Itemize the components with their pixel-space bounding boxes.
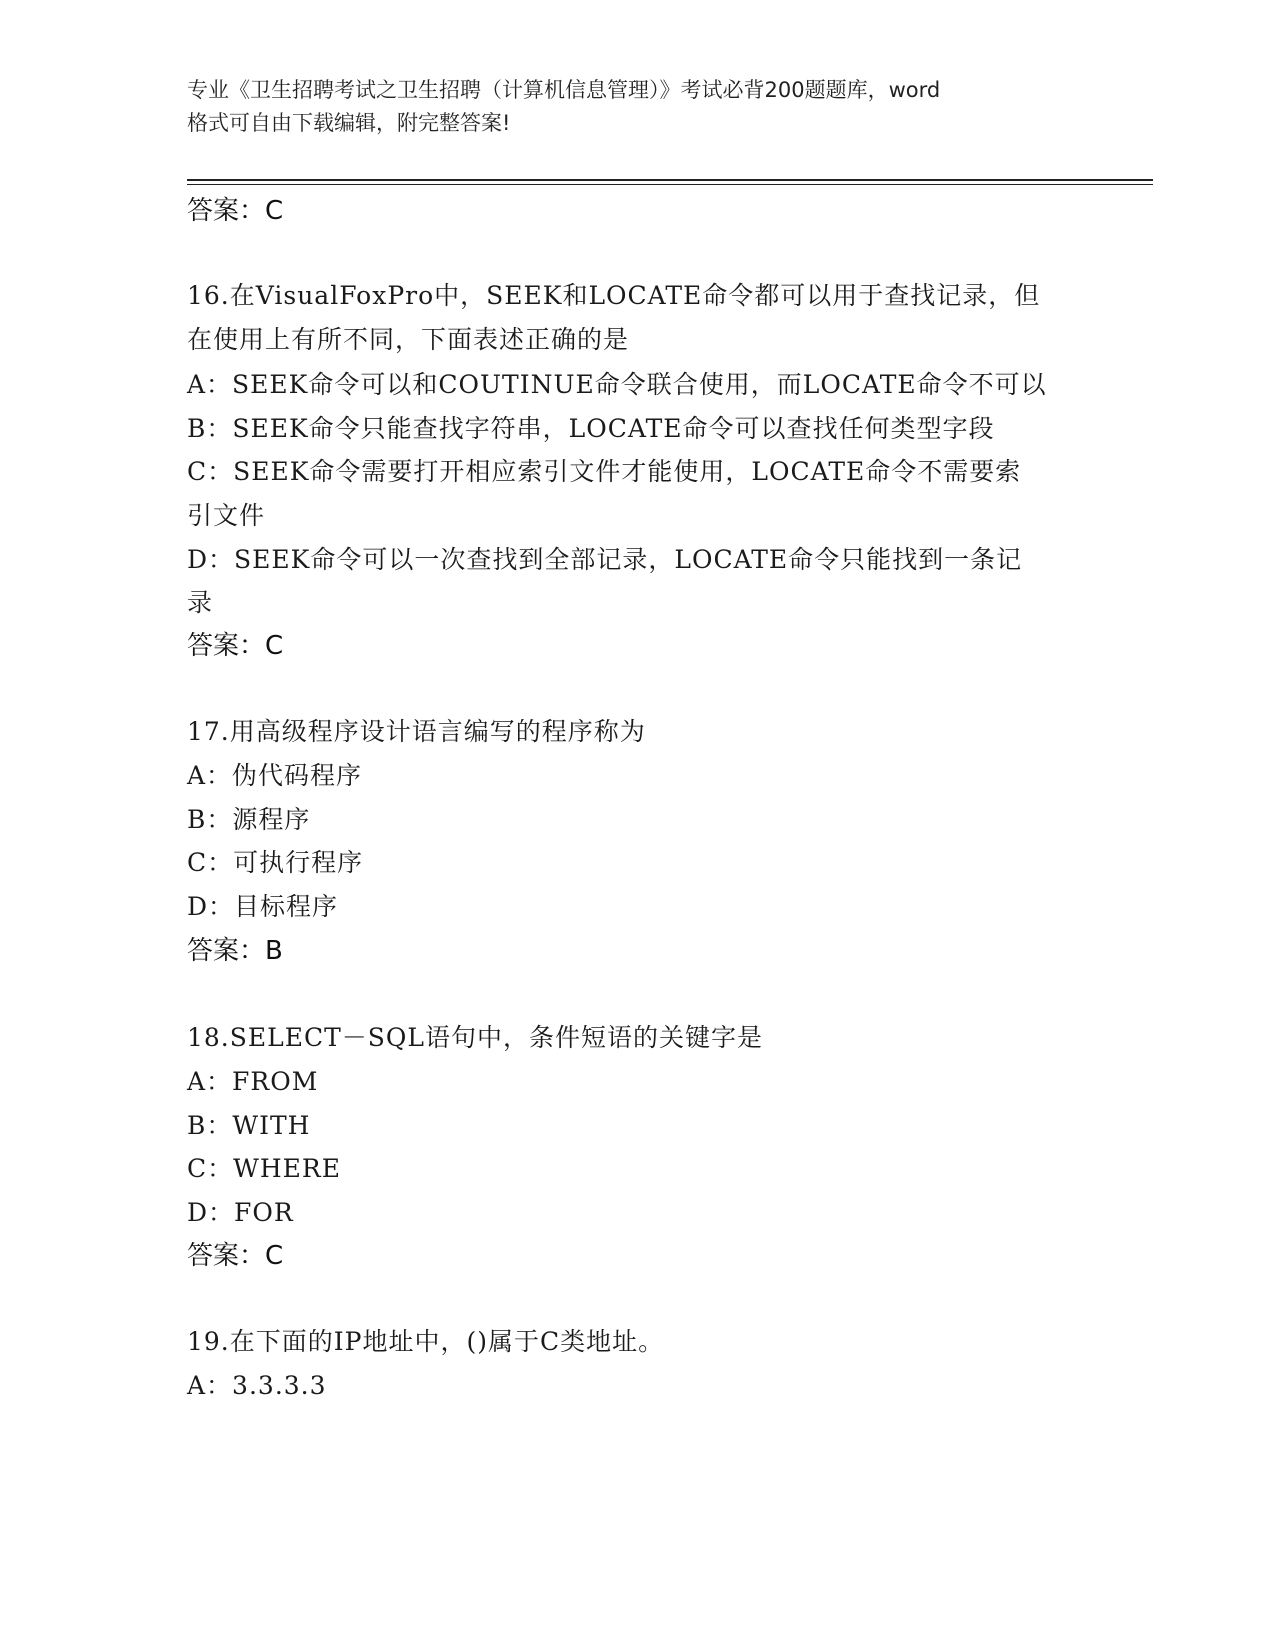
previous-answer: 答案：C — [187, 196, 284, 226]
question-16-option-d-line-2: 录 — [187, 588, 214, 617]
question-16-option-b: B：SEEK命令只能查找字符串，LOCATE命令可以查找任何类型字段 — [187, 414, 995, 443]
question-16-stem-line-1: 16.在VisualFoxPro中，SEEK和LOCATE命令都可以用于查找记录，但 — [187, 281, 1041, 310]
question-18-option-a: A：FROM — [187, 1067, 319, 1096]
question-16-stem-line-2: 在使用上有所不同，下面表述正确的是 — [187, 325, 630, 354]
question-17-option-d: D：目标程序 — [187, 892, 339, 921]
question-16-option-a: A：SEEK命令可以和COUTINUE命令联合使用，而LOCATE命令不可以 — [187, 370, 1047, 399]
question-19-option-a: A：3.3.3.3 — [187, 1371, 327, 1400]
header-title-line-1: 专业《卫生招聘考试之卫生招聘（计算机信息管理）》考试必背200题题库，word — [187, 78, 941, 102]
question-18-answer: 答案：C — [187, 1241, 284, 1271]
question-17-option-b: B：源程序 — [187, 805, 311, 834]
question-16-answer: 答案：C — [187, 631, 284, 661]
header-title-line-2: 格式可自由下载编辑，附完整答案! — [187, 111, 511, 135]
question-16-option-c-line-2: 引文件 — [187, 501, 266, 530]
question-17-option-c: C：可执行程序 — [187, 848, 364, 877]
question-18-option-b: B：WITH — [187, 1111, 311, 1140]
document-header — [187, 74, 1087, 140]
question-18-option-d: D：FOR — [187, 1198, 294, 1227]
question-17-option-a: A：伪代码程序 — [187, 761, 363, 790]
question-18-stem: 18.SELECT－SQL语句中，条件短语的关键字是 — [187, 1023, 764, 1052]
question-18-option-c: C：WHERE — [187, 1154, 341, 1183]
question-17-stem: 17.用高级程序设计语言编写的程序称为 — [187, 717, 646, 746]
question-17-answer: 答案：B — [187, 936, 283, 966]
header-divider — [187, 179, 1153, 181]
question-16-option-d-line-1: D：SEEK命令可以一次查找到全部记录，LOCATE命令只能找到一条记 — [187, 545, 1023, 574]
question-19-stem: 19.在下面的IP地址中，()属于C类地址。 — [187, 1327, 665, 1356]
header-divider-thin — [187, 184, 1153, 185]
question-16-option-c-line-1: C：SEEK命令需要打开相应索引文件才能使用，LOCATE命令不需要索 — [187, 457, 1022, 486]
